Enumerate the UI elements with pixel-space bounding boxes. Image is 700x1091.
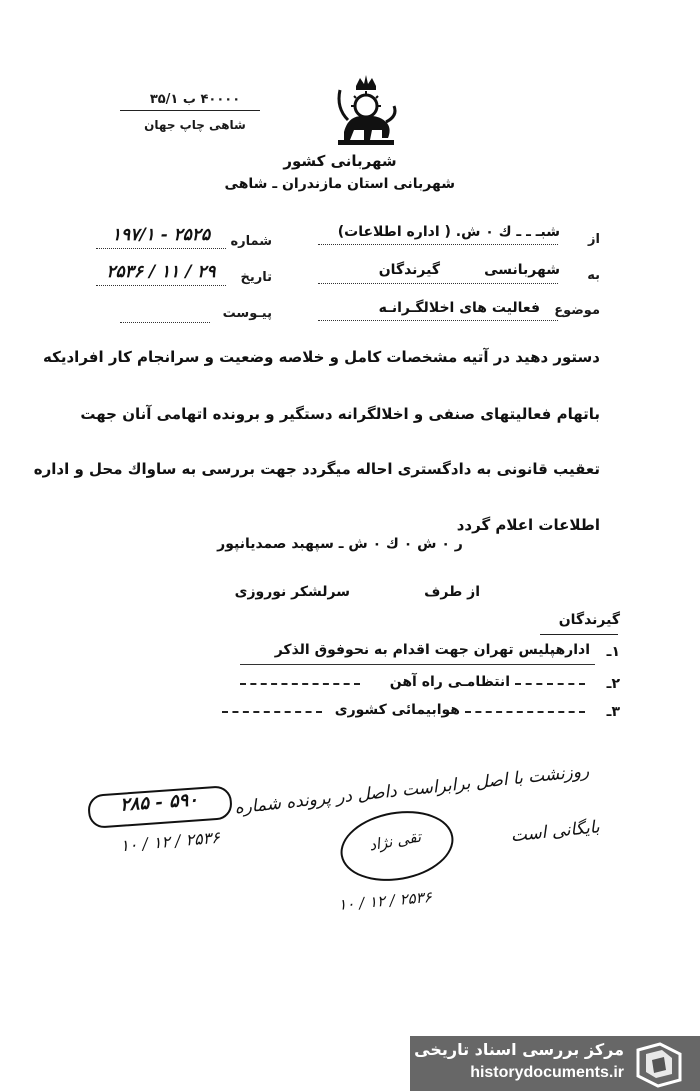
subject-label: موضوع [554, 303, 600, 318]
footer-center-name: مرکز بررسی اسناد تاریخی [414, 1040, 624, 1059]
recipient-underline [240, 664, 595, 665]
handwritten-note-line-2: بایگانی است [509, 817, 601, 847]
form-code: ۴۰۰۰۰ ب ۳۵/۱ [149, 92, 241, 107]
recipient-item: انتظامـی راه آهن [389, 674, 510, 690]
number-value: ۱۹۷/۱ - ۲۵۲۵ [111, 225, 211, 245]
attachment-underline [120, 322, 210, 323]
subject-underline [318, 320, 558, 321]
handwritten-note-line-1: روزنشت با اصل برابراست داصل در پرونده شماره [233, 761, 591, 819]
recipient-dash [240, 683, 360, 685]
recipient-dash [515, 683, 585, 685]
to-value: شهربانسی [484, 262, 560, 278]
recipient-dash [222, 711, 322, 713]
document-logo-icon [632, 1040, 686, 1088]
attachment-label: پیـوست [222, 306, 272, 321]
recipient-number: ۲ـ [606, 676, 620, 692]
to-label: به [587, 268, 600, 283]
subject-value: فعالیت های اخلالگـرانـه [378, 300, 540, 316]
number-label: شماره [230, 234, 272, 249]
from-label: از [588, 232, 600, 247]
handwritten-signature: تقی نژاد [367, 827, 423, 855]
org-sub-title: شهربانی استان مازندران ـ شاهی [224, 176, 455, 192]
from-underline [318, 244, 558, 245]
handwritten-reference-date: ۱۰ / ۱۲ / ۲۵۳۶ [119, 827, 221, 856]
signature-line: ر ۰ ش ۰ ك ۰ ش ـ سپهبد صمدیانپور [217, 536, 463, 552]
footer-website: historydocuments.ir [470, 1064, 624, 1081]
handwritten-reference-number: ۲۸۵ - ۵۹۰ [119, 789, 199, 816]
number-underline [96, 248, 226, 249]
form-code-underline [120, 110, 260, 111]
handwritten-signature-date: ۱۰ / ۱۲ / ۲۵۳۶ [337, 887, 433, 915]
date-label: تاریخ [240, 270, 272, 285]
behalf-name: سرلشکر نوروزی [234, 584, 350, 600]
recipients-title-underline [540, 634, 618, 635]
recipient-item: ادارهپلیس تهران جهت اقدام به نحوفوق الذکر [274, 642, 590, 658]
recipients-title: گیرندگان [558, 612, 620, 628]
recipient-dash [465, 711, 585, 713]
recipient-number: ۳ـ [606, 704, 620, 720]
behalf-label: از طرف [424, 584, 480, 600]
lion-and-sun-emblem-icon [326, 72, 406, 150]
to-recipients: گیرندگان [378, 262, 440, 278]
body-line-4: اطلاعات اعلام گردد [456, 516, 600, 534]
org-main-title: شهربانی کشور [283, 152, 397, 170]
date-underline [96, 285, 226, 286]
body-line-3: تعقیب قانونی به دادگستری احاله میگردد جهت بررسی به ساواك محل و اداره [33, 460, 600, 478]
from-value: شبـ ـ ـ ك ۰ ش. ( اداره اطلاعات) [337, 224, 560, 240]
recipient-item: هوابیمائی کشوری [334, 702, 460, 718]
printer-label: شاهی چاپ جهان [144, 118, 246, 132]
recipient-number: ۱ـ [606, 644, 620, 660]
date-value: ۲۵۳۶ / ۱۱ / ۲۹ [106, 262, 216, 282]
to-underline [318, 283, 558, 284]
body-line-2: باتهام فعالیتهای صنفی و اخلالگرانه دستگیر و برونده اتهامی آنان جهت [80, 405, 600, 423]
body-line-1: دستور دهید در آتیه مشخصات کامل و خلاصه وضعیت و سرانجام کار افرادیکه [43, 348, 600, 366]
